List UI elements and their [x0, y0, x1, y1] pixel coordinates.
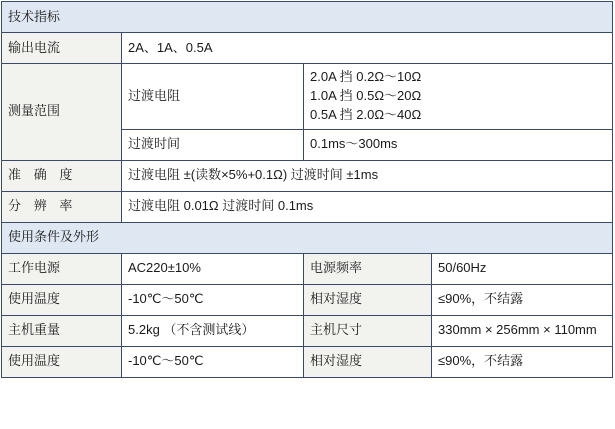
row-value-host-weight: 5.2kg （不含测试线）	[122, 315, 304, 346]
transition-resistance-line-2: 1.0A 挡 0.5Ω～20Ω	[310, 87, 422, 103]
row-label-output-current: 输出电流	[2, 33, 122, 64]
row-label-host-weight: 主机重量	[2, 315, 122, 346]
row-value-power-supply: AC220±10%	[122, 253, 304, 284]
table-row-section-header-2	[2, 222, 613, 253]
row-label-accuracy: 准 确 度	[2, 160, 122, 191]
table-row-power-supply	[2, 253, 613, 284]
row-label-relative-humidity-1: 相对湿度	[304, 284, 432, 315]
table-row-resolution	[2, 191, 613, 222]
section-header-usage-conditions: 使用条件及外形	[2, 222, 613, 253]
row-label-host-dimensions: 主机尺寸	[304, 315, 432, 346]
table-row-output-current	[2, 33, 613, 64]
row-value-transition-time: 0.1ms～300ms	[304, 129, 613, 160]
transition-resistance-line-3: 0.5A 挡 2.0Ω～40Ω	[310, 106, 422, 122]
row-label-measure-range: 测量范围	[2, 64, 122, 161]
row-value-host-dimensions: 330mm × 256mm × 110mm	[432, 315, 613, 346]
table-row-section-header-1	[2, 2, 613, 33]
row-label-power-supply: 工作电源	[2, 253, 122, 284]
row-value-relative-humidity-2: ≤90%，不结露	[432, 346, 613, 377]
row-value-output-current: 2A、1A、0.5A	[122, 33, 613, 64]
row-label-operating-temperature-2: 使用温度	[2, 346, 122, 377]
row-label-resolution: 分 辨 率	[2, 191, 122, 222]
table-row-operating-temperature-1	[2, 284, 613, 315]
table-row-weight-dimensions	[2, 315, 613, 346]
row-label-transition-resistance: 过渡电阻	[122, 64, 304, 130]
row-label-transition-time: 过渡时间	[122, 129, 304, 160]
row-value-operating-temperature-2: -10℃～50℃	[122, 346, 304, 377]
table-row-operating-temperature-2	[2, 346, 613, 377]
specification-table	[1, 1, 613, 378]
row-label-relative-humidity-2: 相对湿度	[304, 346, 432, 377]
row-value-relative-humidity-1: ≤90%，不结露	[432, 284, 613, 315]
row-value-resolution: 过渡电阻 0.01Ω 过渡时间 0.1ms	[122, 191, 613, 222]
row-value-accuracy: 过渡电阻 ±(读数×5%+0.1Ω) 过渡时间 ±1ms	[122, 160, 613, 191]
row-value-operating-temperature-1: -10℃～50℃	[122, 284, 304, 315]
row-value-power-frequency: 50/60Hz	[432, 253, 613, 284]
table-row-transition-resistance	[2, 64, 613, 130]
transition-resistance-line-1: 2.0A 挡 0.2Ω～10Ω	[310, 69, 422, 84]
section-header-technical-specs: 技术指标	[2, 2, 613, 33]
row-label-operating-temperature-1: 使用温度	[2, 284, 122, 315]
row-label-power-frequency: 电源频率	[304, 253, 432, 284]
row-value-transition-resistance	[304, 64, 613, 130]
table-row-accuracy	[2, 160, 613, 191]
